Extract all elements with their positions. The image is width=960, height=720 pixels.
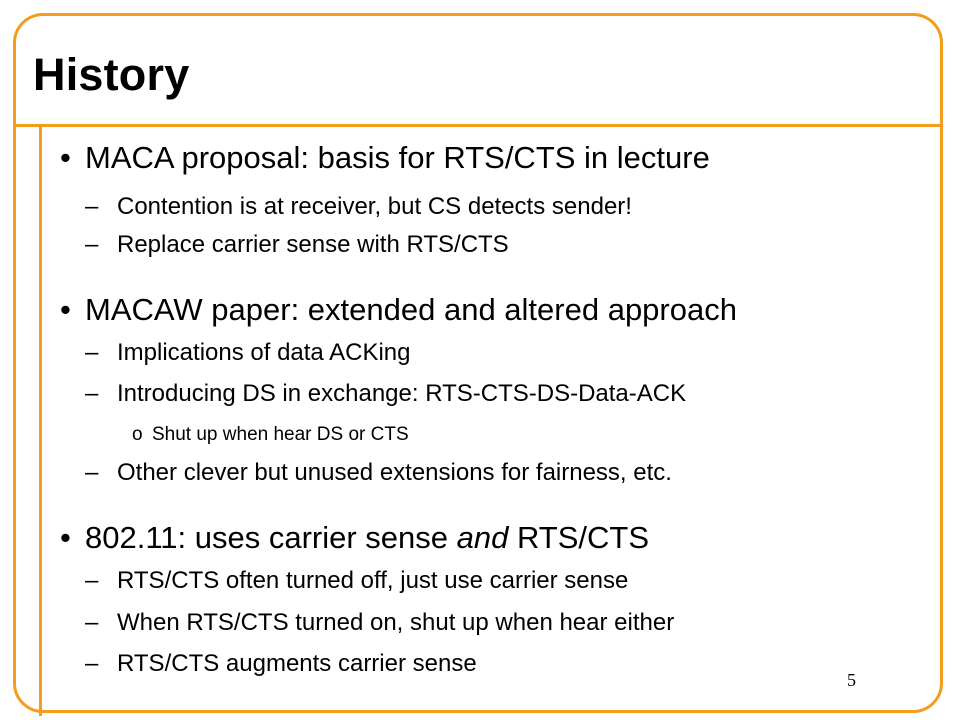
sub-bullet-text: RTS/CTS often turned off, just use carrier sense [117,567,629,594]
sub-bullet-text: Contention is at receiver, but CS detects sender! [117,193,632,220]
dash-mark: – [85,193,99,220]
title-divider [13,124,943,127]
bullet-text: MACA proposal: basis for RTS/CTS in lecture [85,140,710,175]
bullet-mark: • [60,520,71,555]
slide-title: History [33,49,190,100]
dash-mark: – [85,567,99,594]
slide-number: 5 [847,670,856,690]
dash-mark: – [85,609,99,636]
bullet-text-suffix: RTS/CTS [508,520,650,555]
sub-bullet-text: When RTS/CTS turned on, shut up when hear either [117,609,675,636]
dash-mark: – [85,650,99,677]
bullet-mark: • [60,292,71,327]
dash-mark: – [85,231,99,258]
bullet-text [85,519,649,556]
bullet-text: MACAW paper: extended and altered approach [85,292,737,327]
bullet-text-emphasis: and [456,520,509,555]
sub-bullet-text: Implications of data ACKing [117,339,411,366]
circle-mark: o [132,424,143,445]
dash-mark: – [85,339,99,366]
bullet-text-prefix: 802.11: uses carrier sense [85,520,457,555]
left-accent-rule [39,124,42,716]
subsub-bullet-text: Shut up when hear DS or CTS [152,424,409,445]
dash-mark: – [85,459,99,486]
sub-bullet-text: RTS/CTS augments carrier sense [117,650,477,677]
dash-mark: – [85,380,99,407]
sub-bullet-text: Introducing DS in exchange: RTS-CTS-DS-Data-ACK [117,380,687,407]
bullet-mark: • [60,140,71,175]
sub-bullet-text: Replace carrier sense with RTS/CTS [117,231,509,258]
sub-bullet-text: Other clever but unused extensions for fairness, etc. [117,459,672,486]
